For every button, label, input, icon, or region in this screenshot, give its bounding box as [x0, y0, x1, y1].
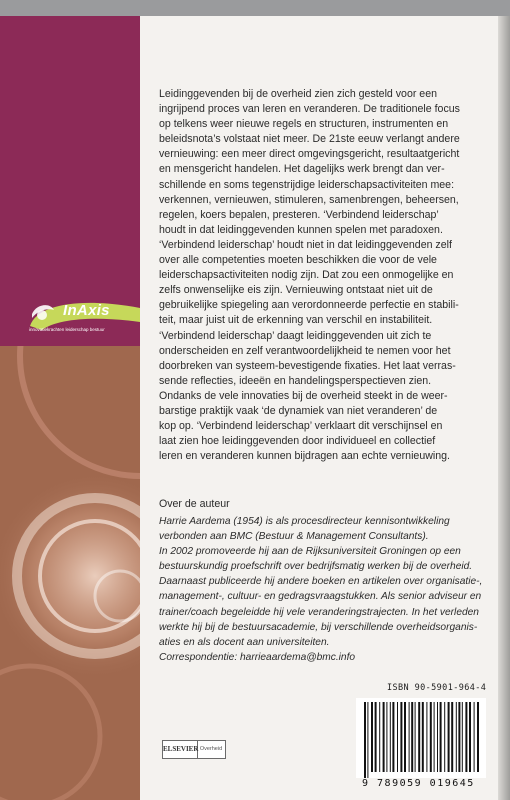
barcode-bar	[434, 702, 435, 772]
barcode-bar	[440, 702, 442, 772]
blurb-line: zelfs onwenselijke eis zijn. Vernieuwing ontstaat niet uit de	[159, 284, 433, 297]
barcode-number: 9 789059 019645	[362, 778, 475, 789]
barcode-bar	[465, 702, 467, 772]
blurb-line: leren en veranderen kunnen bijdragen aan echte vernieuwing.	[159, 450, 450, 463]
author-line: In 2002 promoveerde hij aan de Rijksuniversiteit Groningen op een	[159, 546, 461, 558]
blurb-text	[159, 87, 499, 464]
blurb-line: kop op. ‘Verbindend leiderschap’ verklaart dit verschijnsel en	[159, 420, 443, 433]
barcode-bar	[386, 702, 387, 772]
author-line: verbonden aan BMC (Bestuur & Management Consultants).	[159, 531, 429, 543]
blurb-line: Leidinggevenden bij de overheid zien zich gesteld voor een	[159, 88, 437, 100]
barcode-bar	[397, 702, 398, 772]
blurb-line: ‘Verbindend leiderschap’ daagt leidinggevenden uit zich te	[159, 329, 432, 342]
barcode-bar	[409, 702, 410, 772]
blurb-line: gebruikelijke spiegeling aan verordonneerde perfectie en stabili-	[159, 299, 459, 312]
side-panel-bottom	[0, 346, 140, 800]
barcode-bar	[367, 702, 368, 778]
blurb-line: schillende en soms tegenstrijdige leiderschapsactiviteiten mee:	[159, 178, 455, 191]
barcode-bar	[371, 702, 373, 772]
blurb-line: ingrijpend proces van leren en veranderen. De traditionele focus	[159, 103, 460, 116]
blurb-line: over alle competenties moeten beschikken die voor de vele	[159, 254, 437, 267]
barcode	[356, 698, 486, 778]
barcode-bar	[383, 702, 385, 772]
blurb-line: sende reflecties, ideeën en handelingsperspectieven zien.	[159, 374, 432, 387]
barcode-bar	[444, 702, 445, 772]
author-line: Harrie Aardema (1954) is als procesdirecteur kennisontwikkeling	[159, 516, 450, 527]
blurb-line: op telkens weer nieuwe regels en structuren, instrumenten en	[159, 118, 449, 131]
barcode-bar	[364, 702, 366, 778]
barcode-bar	[375, 702, 377, 772]
barcode-bar	[437, 702, 438, 772]
barcode-bar	[422, 702, 424, 772]
barcode-icon	[356, 698, 486, 778]
publisher-name: ELSEVIER	[163, 741, 198, 758]
barcode-bar	[451, 702, 453, 772]
author-heading: Over de auteur	[159, 498, 230, 510]
barcode-bar	[400, 702, 402, 772]
blurb-line: ‘Verbindend leiderschap’ houdt niet in dat leidinggevenden zelf	[159, 238, 452, 251]
barcode-bar	[456, 702, 457, 772]
blurb-line: en mensgericht handelen. Het dagelijks werk brengt dan ver-	[159, 163, 445, 176]
barcode-bar	[392, 702, 394, 772]
top-band	[0, 0, 510, 16]
barcode-bar	[474, 702, 475, 772]
barcode-bar	[390, 702, 391, 772]
blurb-line: vernieuwing: een meer direct omgevingsgericht, resultaatgericht	[159, 148, 460, 161]
blurb-line: onderscheiden en zelf verantwoordelijkheid te nemen voor het	[159, 344, 451, 357]
blurb-line: doorbreken van systeem-bevestigende fixaties. Het laat verras-	[159, 359, 456, 372]
barcode-bar	[477, 702, 479, 772]
barcode-bar	[448, 702, 450, 772]
logo-tagline: innovatiekrachten leiderschap bestuur	[29, 327, 105, 332]
blurb-line: regelen, koers bepalen, presteren. ‘Verbindend leiderschap’	[159, 208, 439, 221]
circles-decoration-icon	[0, 346, 140, 800]
barcode-bar	[404, 702, 406, 772]
barcode-bar	[411, 702, 413, 772]
page-edge	[498, 16, 510, 800]
barcode-bar	[379, 702, 380, 772]
author-bio	[159, 514, 499, 665]
author-line: bestuurskundig proefschrift over bedrijfsmatig werken bij de overheid.	[159, 561, 473, 573]
blurb-line: teit, maar juist uit de erkenning van verschil en instabiliteit.	[159, 314, 433, 327]
blurb-line: barstige praktijk vaak ‘de dynamiek van niet veranderen’ de	[159, 404, 438, 417]
barcode-bar	[415, 702, 416, 772]
logo-name: InAxis	[63, 302, 110, 319]
blurb-line: beleidsnota’s volstaat niet meer. De 21ste eeuw verlangt andere	[159, 133, 460, 146]
blurb-line: leiderschapsactiviteiten nodig zijn. Dat zou een onmogelijke en	[159, 269, 454, 282]
blurb-line: laat zien hoe leidinggevenden door individueel en collectief	[159, 435, 436, 448]
author-line: Daarnaast publiceerde hij andere boeken en artikelen over organisatie-,	[159, 576, 483, 588]
author-line: trainer/coach begeleidde hij vele veranderingstrajecten. In het verleden	[159, 606, 479, 618]
author-contact: Correspondentie: harrieaardema@bmc.info	[159, 651, 356, 663]
author-line: werkte hij bij de bestuursacademie, bij verschillende overheidsorganis-	[159, 621, 478, 633]
barcode-bar	[430, 702, 432, 772]
author-line: aties en als docent aan universiteiten.	[159, 636, 330, 648]
barcode-bar	[462, 702, 463, 772]
blurb-line: houdt in dat leidinggevenden kunnen spelen met paradoxen.	[159, 223, 443, 236]
barcode-bar	[469, 702, 471, 772]
author-line: management-, cultuur- en gedragsvraagstukken. Als senior adviseur en	[159, 591, 482, 603]
barcode-bar	[458, 702, 460, 772]
blurb-line: verkennen, vernieuwen, stimuleren, samenbrengen, beheersen,	[159, 193, 459, 206]
publisher-imprint: Overheid	[199, 746, 223, 752]
barcode-bar	[426, 702, 427, 772]
barcode-bar	[418, 702, 420, 772]
blurb-line: Ondanks de vele innovaties bij de overheid steekt in de weer-	[159, 389, 448, 402]
isbn-label: ISBN 90-5901-964-4	[387, 683, 487, 693]
